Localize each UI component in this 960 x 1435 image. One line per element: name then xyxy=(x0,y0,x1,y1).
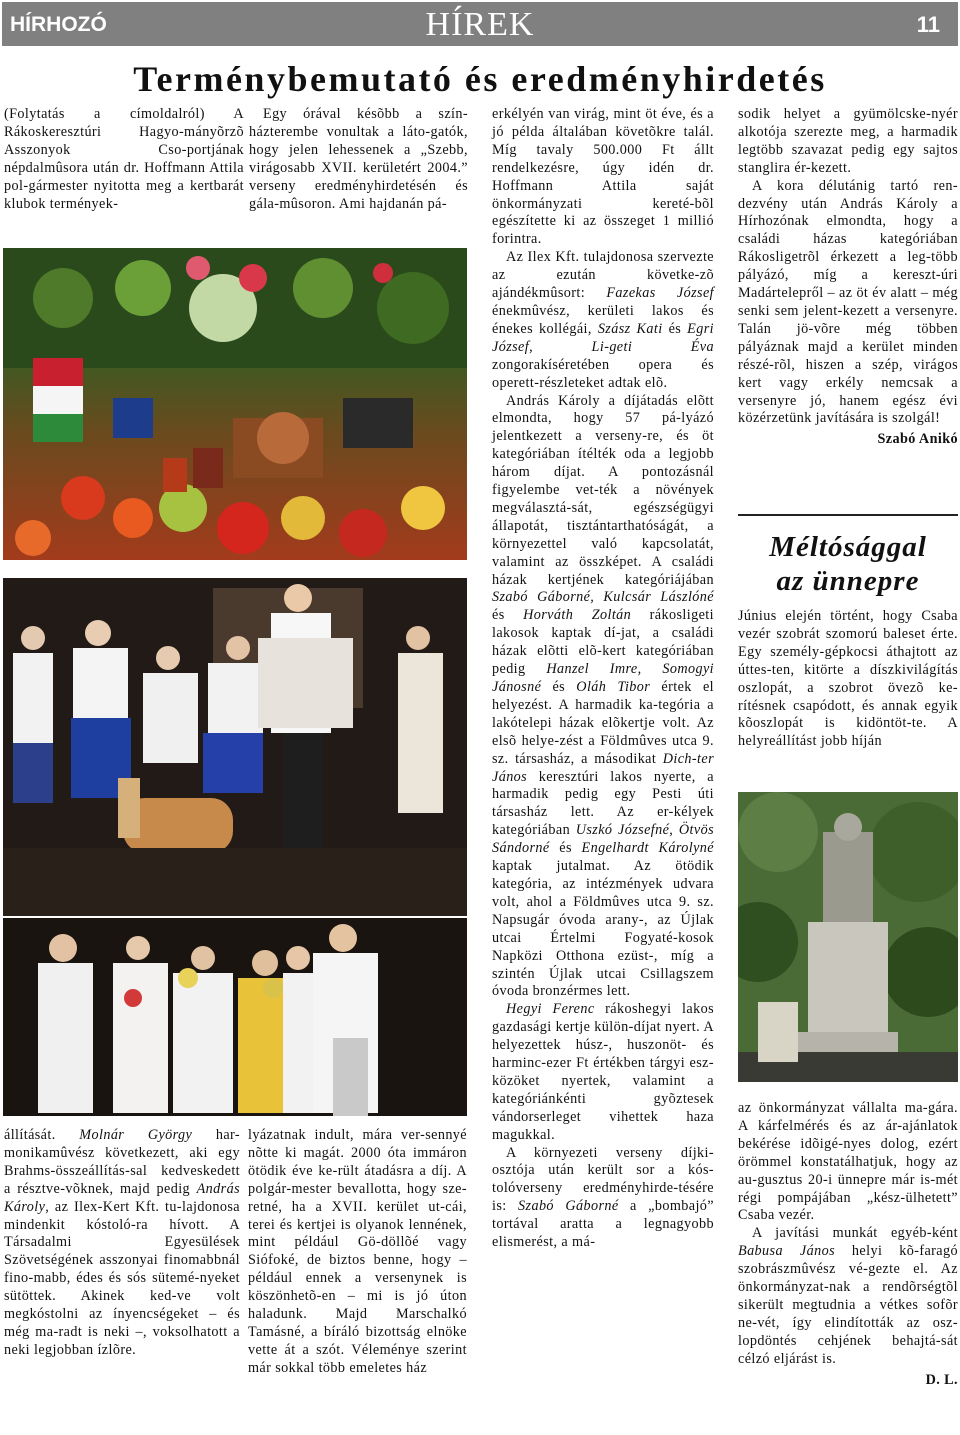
article2-column-2 xyxy=(738,1100,958,1390)
paragraph: Hegyi Ferenc rákoshegyi lakos gazdasági kertje külön-díjat nyert. A helyezettek húsz-, huszonöt- és harminc-ezer Ft értékben tárgyi esz-közöket nyertek, valamint a kategóriánkénti gyõztesek vándorserleget vihettek haza magukkal. xyxy=(492,1001,714,1143)
paragraph: az önkormányzat vállalta ma-gára. A kárfelmérés és az ár-ajánlatok bekérése idõigé-nyes dolog, ezért örömmel konstatálhatjuk, hogy az au-gusztus 20-i ünnepre már is-mét régi pompájában „kész-ülhetett” Csaba vezér. xyxy=(738,1100,958,1224)
person-name: András Károly xyxy=(4,1180,240,1215)
paragraph: Június elején történt, hogy Csaba vezér szobrát szomorú baleset érte. Egy személy-gépkocsi áthajtott az úttes-ten, kitörte a díszkivilágítás oszlopát, a szobrot övezõ ke-rítésnek csapódott, és annak egyik kõoszlopát is kidöntöt-te. A helyreállítást jobb híján xyxy=(738,608,958,750)
author-signature: Szabó Anikó xyxy=(877,431,958,448)
page-number: 11 xyxy=(916,12,940,37)
article-column-3 xyxy=(492,106,714,1252)
produce-display-photo xyxy=(3,248,467,560)
paragraph: állítását. Molnár György har-monikamûvész következett, aki egy Brahms-összeállítás-sal kedveskedett a résztve-võknek, majd pedig András Károly, az Ilex-Kert Kft. tu-lajdonosa mindenkit kóstoló-ra hívott. A Társadalmi Egyesülések Szövetségének asszonyai finomabbnál fino-mabb, édes és sós sütemé-nyeket sütöttek. Akinek ked-ve volt megkóstolni az ínyencségeket – és még ma-radt is neki –, voksolhatott a neki legjobban ízlõre. xyxy=(4,1127,240,1358)
paragraph: (Folytatás a címoldalról) A Rákoskeresztúri Hagyo-mányõrzõ Asszonyok Cso-portjának népdalmûsora után dr. Hoffmann Attila pol-gármester nyitotta meg a kertbarát klubok termények- xyxy=(4,106,244,212)
article2-title: Méltósággal az ünnepre xyxy=(769,531,927,597)
article-column-2 xyxy=(249,106,468,213)
paragraph: Egy órával késõbb a szín-házterembe vonultak a láto-gatók, hogy jelen lehessenek a „Szebb, virágosabb XVII. kerületért 2004.” verseny eredményhirdetésén és gála-mûsoron. Ami hajdanán pá- xyxy=(249,106,468,212)
paragraph: lyázatnak indult, mára ver-sennyé nõtte ki magát. 2000 óta immáron ötödik éve ke-rült átadásra a díj. A polgár-mester bevallotta, hogy sze-retné, ha a XVII. kerület ut-cái, terei és kertjei is olyanok lennének, mint például Gö-döllõé vagy Siófoké, de biztos benne, hogy – például ennek a versenynek is köszönhetõ-en – mi is jó úton haladunk. Majd Marschalkó Tamásné, a bíráló bizottság elnöke vette át a szót. Véleménye szerint már sokkal több emeletes ház xyxy=(248,1127,467,1376)
publication-name: HÍRHOZÓ xyxy=(10,13,107,36)
page-header xyxy=(2,2,958,46)
paragraph: erkélyén van virág, mint öt éve, és a jó példa általában követõkre talál. Míg tavaly 500.000 Ft állt rendelkezésre, úgy idén dr. Hoffmann Attila saját önkormányzati kereté-bõl egészítette ki az összeget 1 millió forintra. xyxy=(492,106,714,248)
section-title: HÍREK xyxy=(425,6,535,43)
paragraph: András Károly a díjátadás elõtt elmondta, hogy 57 pá-lyázó jelentkezett a verseny-re, és öt kategóriában ítélték oda a legjobb három díjat. A pontozásnál figyelembe vet-ték a növények megválasztá-sát, egészségügyi állapotát, tisztántarthatóságát, a környezettel való kapcsolatát, valamint az összképet. A családi házak kertjének kategóriájában Szabó Gáborné, Kulcsár Lászlóné és Horváth Zoltán rákosligeti lakosok kaptak dí-jat, a családi házak elõtti elõ-kert kategóriában pedig Hanzel Imre, Somogyi Jánosné és Oláh Tibor értek el helyezést. A harmadik ka-tegória a lakótelepi házak elõkertje volt. Az elsõ helye-zést a Földmûves utca 9. sz. társasház, a másodikat Dich-ter János keresztúri lakos nyerte, a harmadik pedig egy Pesti úti társasház lett. Az er-kélyek kategóriában Uszkó Józsefné, Ötvös Sándorné és Engelhardt Károlyné kaptak jutalmat. Az ötödik kategória, az intézmények udvara volt, ahol a Földmûves utca 9. sz. Napsugár óvoda arany-, az Újlak utcai Értelmi Fogyaté-kosok Napközi Otthona ezüst-, míg a szintén Újlak utcai Csillagszem óvoda bronzérmes lett. xyxy=(492,392,714,1000)
person-name: Molnár György xyxy=(79,1127,193,1143)
article-column-2-continued xyxy=(248,1127,467,1378)
paragraph: A javítási munkát egyéb-ként Babusa János helyi kõ-faragó szobrászmûvész vé-gezte el. Az önkormányzat-nak a rendõrségtõl sikerült megtudnia a vétkes sofõr ne-vét, így elindították az osz-lopdöntés cehjének behajtá-sát célzó eljárást is. xyxy=(738,1225,958,1367)
article-headline: Terménybemutató és eredményhirdetés xyxy=(133,59,827,99)
author-signature: D. L. xyxy=(925,1371,958,1388)
accordion-performance-photo xyxy=(3,578,467,916)
article-column-1 xyxy=(4,106,244,213)
statue-photo xyxy=(738,792,958,1082)
paragraph: A környezeti verseny díjki-osztója után került sor a kós-tolóverseny eredményhirde-tésére is: Szabó Gáborné a „bombajó” tortával aratta a legnagyobb elismerést, a má- xyxy=(492,1144,714,1251)
paragraph: Az Ilex Kft. tulajdonosa szervezte az ezután követke-zõ ajándékmûsort: Fazekas József énekmûvész, kerületi lakos és énekes kollégái, Szász Kati és Egri József, Li-geti Éva zongorakíséretében opera és operett-részleteket adtak elõ. xyxy=(492,249,715,391)
article-column-1-continued xyxy=(4,1127,240,1360)
award-group-photo xyxy=(3,918,467,1116)
article2-column-1 xyxy=(738,608,958,751)
paragraph: A kora délutánig tartó ren-dezvény után András Károly a Hírhozónak elmondta, hogy a családi házas kategóriában Rákosligetrõl érkezett a leg-több pályázó, míg a kereszt-úri Madártelepről – az öt év alatt – még senki sem jelent-kezett a versenyre. Talán jö-võre még többen pályáznak majd a kerület minden részé-rõl, hiszen a szép, virágos kert vagy erkély nemcsak a versenyre jó, hanem egész évi közérzetünk javítására is szolgál! xyxy=(738,177,958,427)
article-column-4 xyxy=(738,106,958,449)
divider xyxy=(738,514,958,516)
paragraph: sodik helyet a gyümölcske-nyér alkotója szerezte meg, a harmadik legtöbb szavazat pedig egy sajtos stanglira ér-kezett. xyxy=(738,106,958,176)
